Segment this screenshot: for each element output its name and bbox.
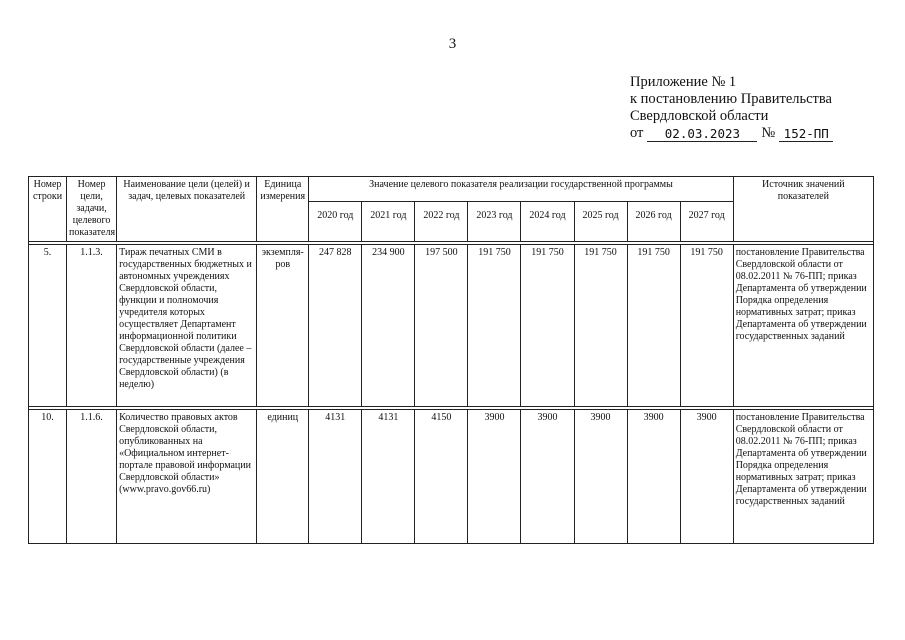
cell-source: постановление Правительства Свердловской области от 08.02.2011 № 76-ПП; приказ Департамента об утверждении Порядка определения нормативных затрат; приказ Департамента об утверждении государственных заданий (733, 410, 873, 544)
cell-value-2024: 3900 (521, 410, 574, 544)
header-year-2021: 2021 год (362, 202, 415, 242)
decree-date: 02.03.2023 (647, 127, 757, 142)
cell-source: постановление Правительства Свердловской области от 08.02.2011 № 76-ПП; приказ Департамента об утверждении Порядка определения нормативных затрат; приказ Департамента об утверждении государственных заданий (733, 245, 873, 407)
appendix-title: Приложение № 1 (630, 74, 737, 90)
header-unit: Единица измерения (257, 177, 309, 242)
cell-value-2021: 4131 (362, 410, 415, 544)
page-number: 3 (448, 36, 457, 52)
cell-value-2022: 4150 (415, 410, 468, 544)
appendix-signature-line (630, 125, 833, 142)
appendix-line-2: к постановлению Правительства (630, 91, 832, 107)
cell-value-2027: 3900 (680, 410, 733, 544)
from-label: от (630, 125, 644, 141)
cell-row-no: 10. (29, 410, 67, 544)
header-year-2024: 2024 год (521, 202, 574, 242)
header-year-2026: 2026 год (627, 202, 680, 242)
number-label: № (761, 125, 776, 141)
cell-value-2020: 4131 (309, 410, 362, 544)
table-row (29, 410, 874, 544)
header-values-group: Значение целевого показателя реализации государственной программы (309, 177, 733, 202)
header-year-2025: 2025 год (574, 202, 627, 242)
appendix-header (630, 74, 833, 142)
cell-value-2023: 3900 (468, 410, 521, 544)
appendix-line-3: Свердловской области (630, 108, 769, 124)
cell-unit: единиц (257, 410, 309, 544)
cell-value-2021: 234 900 (362, 245, 415, 407)
decree-number: 152-ПП (779, 127, 833, 142)
header-source: Источник значений показателей (733, 177, 873, 242)
cell-value-2024: 191 750 (521, 245, 574, 407)
cell-value-2022: 197 500 (415, 245, 468, 407)
cell-value-2025: 191 750 (574, 245, 627, 407)
cell-value-2026: 191 750 (627, 245, 680, 407)
header-year-2022: 2022 год (415, 202, 468, 242)
cell-value-2020: 247 828 (309, 245, 362, 407)
cell-goal-no: 1.1.3. (67, 245, 117, 407)
header-name: Наименование цели (целей) и задач, целевых показателей (117, 177, 257, 242)
indicators-table (28, 176, 874, 544)
cell-name: Тираж печатных СМИ в государственных бюджетных и автономных учреждениях Свердловской области, функции и полномочия учредителя которых осуществляет Департамент информационной политики Свердловской области (далее – государственные учреждения Свердловской области) (в неделю) (117, 245, 257, 407)
cell-value-2026: 3900 (627, 410, 680, 544)
cell-value-2027: 191 750 (680, 245, 733, 407)
header-year-2023: 2023 год (468, 202, 521, 242)
table-header-row (29, 177, 874, 202)
cell-goal-no: 1.1.6. (67, 410, 117, 544)
header-year-2020: 2020 год (309, 202, 362, 242)
cell-unit: экземпля-ров (257, 245, 309, 407)
header-year-2027: 2027 год (680, 202, 733, 242)
cell-value-2023: 191 750 (468, 245, 521, 407)
cell-name: Количество правовых актов Свердловской области, опубликованных на «Официальном интернет-портале правовой информации Свердловской области» (www.pravo.gov66.ru) (117, 410, 257, 544)
table-row (29, 245, 874, 407)
header-goal-no: Номер цели, задачи, целевого показателя (67, 177, 117, 242)
cell-row-no: 5. (29, 245, 67, 407)
cell-value-2025: 3900 (574, 410, 627, 544)
header-row-no: Номер строки (29, 177, 67, 242)
